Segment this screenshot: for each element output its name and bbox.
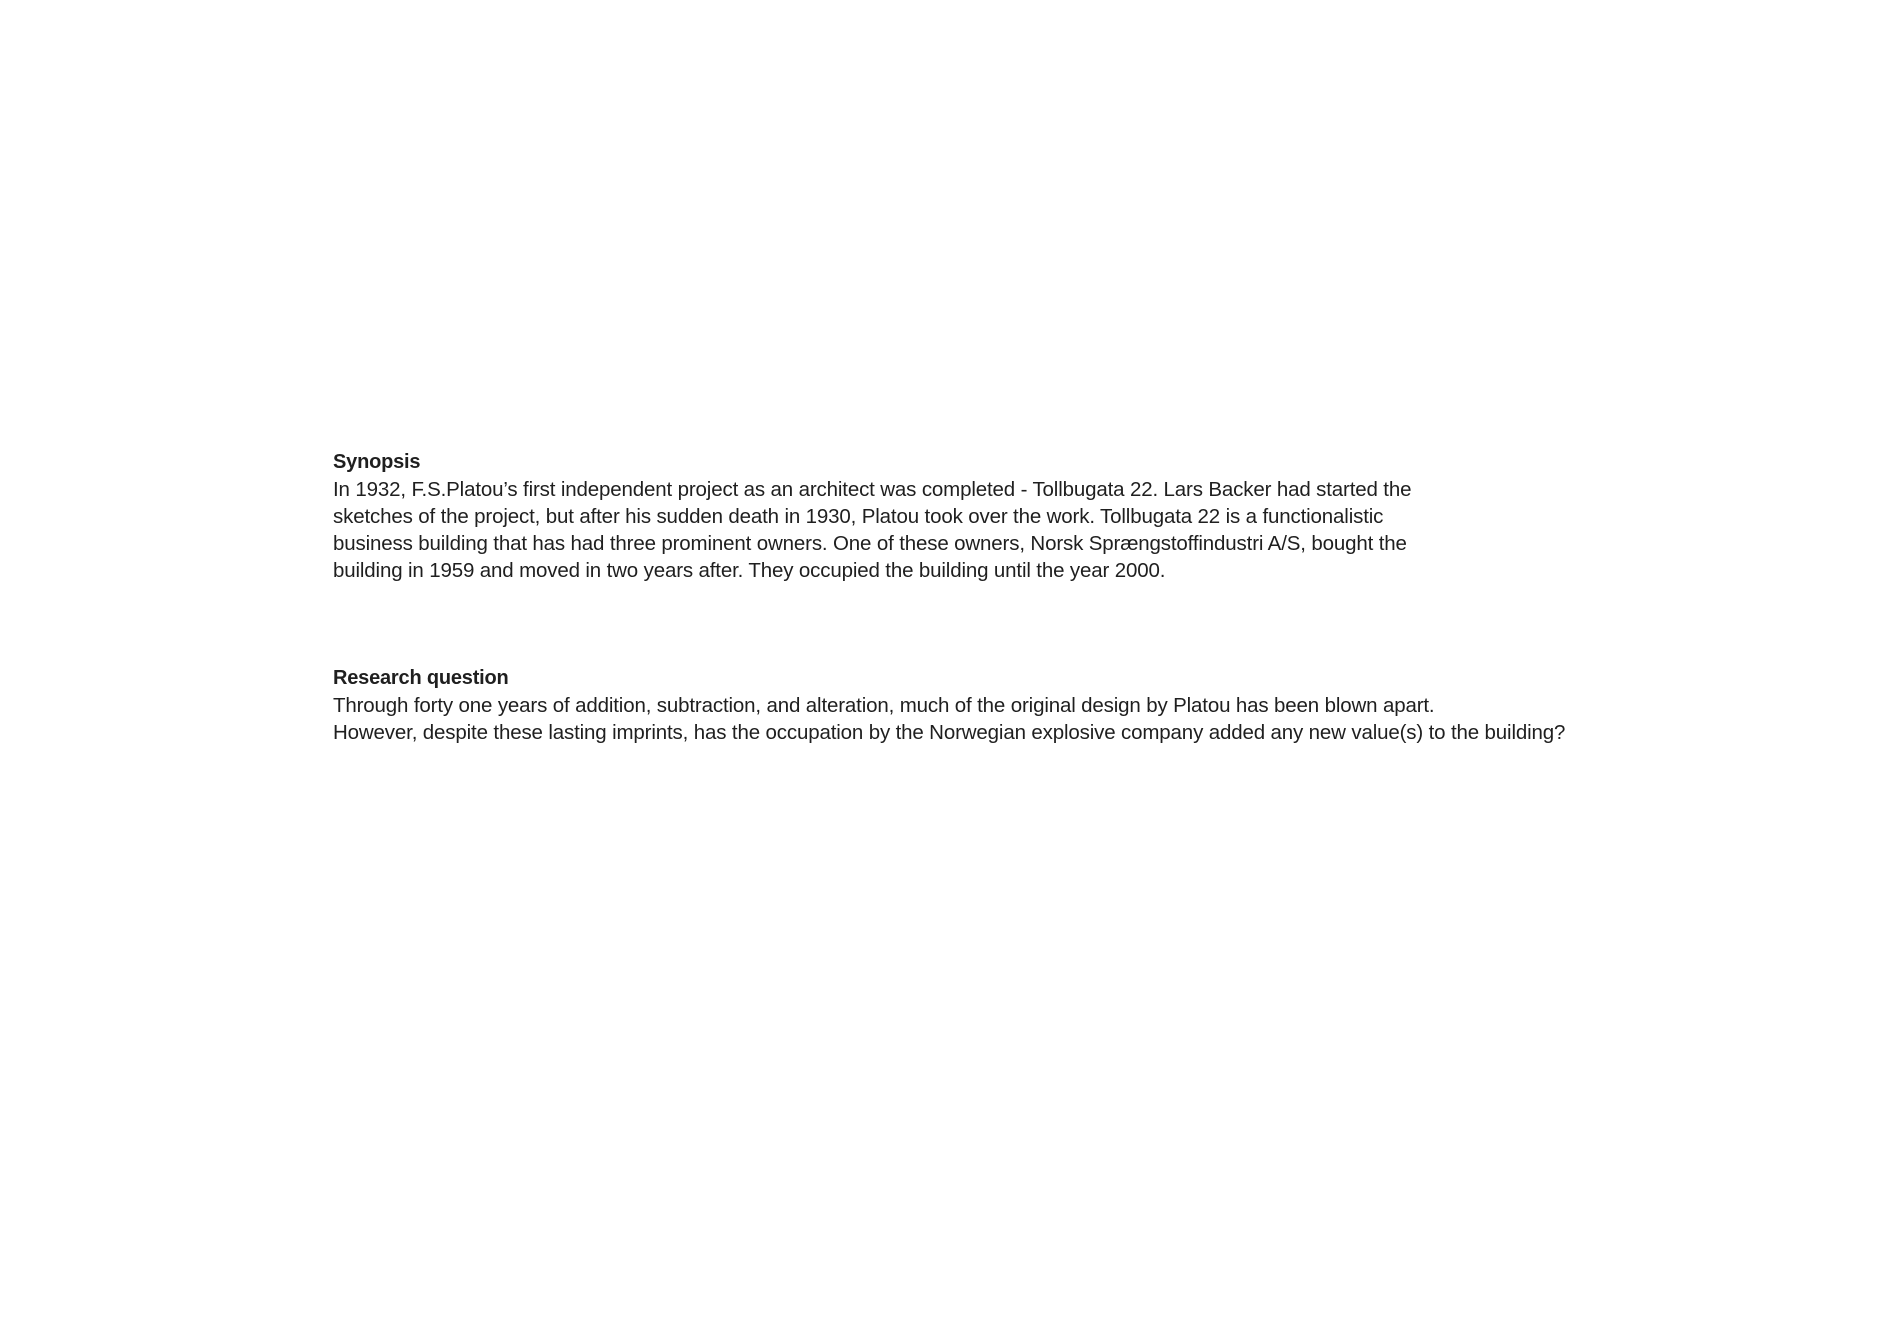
research-question-heading: Research question: [333, 667, 509, 689]
synopsis-line: sketches of the project, but after his sudden death in 1930, Platou took over the work. Tollbugata 22 is a functionalistic: [333, 505, 1384, 528]
research-question-section: [333, 665, 1733, 746]
synopsis-line: business building that has had three prominent owners. One of these owners, Norsk Sprængstoffindustri A/S, bought the: [333, 532, 1407, 555]
synopsis-line: building in 1959 and moved in two years after. They occupied the building until the year 2000.: [333, 559, 1166, 582]
synopsis-line: In 1932, F.S.Platou’s first independent project as an architect was completed - Tollbugata 22. Lars Backer had started the: [333, 478, 1412, 501]
research-question-line: Through forty one years of addition, subtraction, and alteration, much of the original design by Platou has been blown apart.: [333, 694, 1435, 717]
research-question-line: However, despite these lasting imprints, has the occupation by the Norwegian explosive company added any new value(s) to the building?: [333, 721, 1566, 744]
synopsis-heading: Synopsis: [333, 451, 421, 473]
synopsis-section: [333, 449, 1633, 584]
